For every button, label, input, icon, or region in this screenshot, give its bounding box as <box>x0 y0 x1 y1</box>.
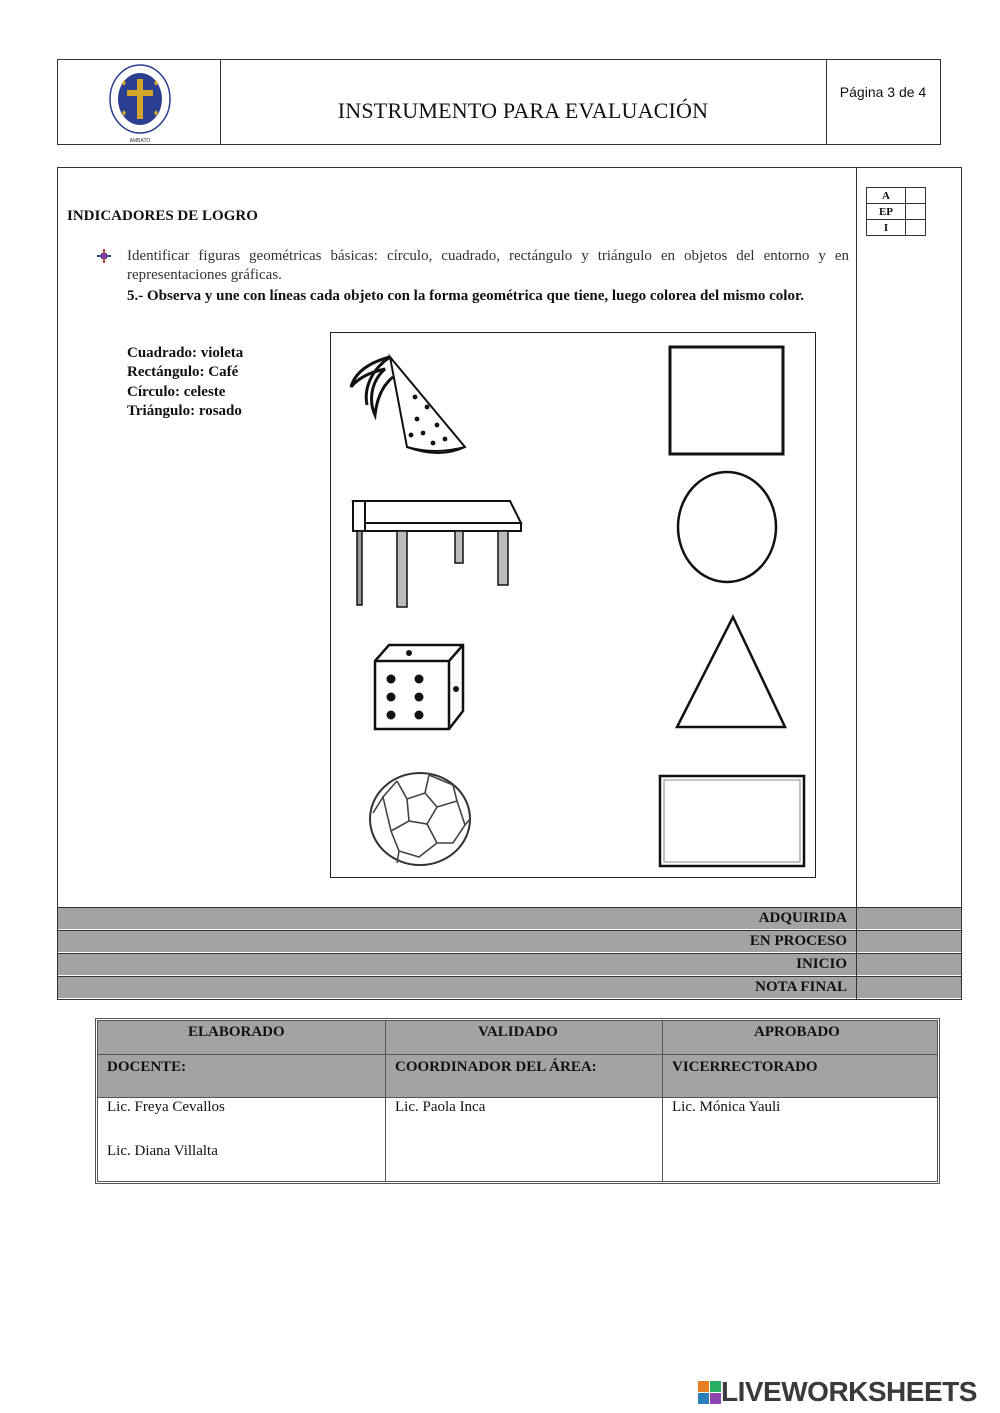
grade-label: NOTA FINAL <box>755 979 847 995</box>
grade-row-inicio <box>58 953 961 975</box>
rectangle-shape[interactable] <box>657 773 807 869</box>
scale-box-a[interactable] <box>906 188 926 204</box>
grade-row-nota-final <box>58 976 961 998</box>
school-logo <box>58 60 218 144</box>
task-instruction: 5.- Observa y une con líneas cada objeto con la forma geométrica que tiene, luego colorea del mismo color. <box>127 288 804 304</box>
name-monica-yauli: Lic. Mónica Yauli <box>672 1099 781 1115</box>
grade-label: EN PROCESO <box>749 933 847 949</box>
legend-rectangle: Rectángulo: Café <box>127 364 239 381</box>
row-divider <box>98 1097 937 1098</box>
indicator-text: Identificar figuras geométricas básicas: círculo, cuadrado, rectángulo y triángulo en objetos del entorno y en representaciones gráficas. <box>127 248 849 283</box>
name-paola-inca: Lic. Paola Inca <box>395 1099 486 1115</box>
bullet-icon <box>96 248 112 264</box>
role-coordinador: COORDINADOR DEL ÁREA: <box>395 1059 597 1075</box>
grade-label: ADQUIRIDA <box>758 910 847 926</box>
legend-circle: Círculo: celeste <box>127 383 226 400</box>
document-title: INSTRUMENTO PARA EVALUACIÓN <box>337 98 709 123</box>
scale-label-ep: EP <box>867 204 906 220</box>
matching-exercise-image[interactable] <box>330 332 816 878</box>
page-number: Página 3 de 4 <box>839 84 927 100</box>
grade-divider <box>856 931 857 953</box>
header-validado: VALIDADO <box>478 1024 558 1040</box>
indicators-title: INDICADORES DE LOGRO <box>67 208 258 224</box>
column-divider <box>662 1021 663 1181</box>
name-diana-villalta: Lic. Diana Villalta <box>107 1143 218 1159</box>
column-divider <box>385 1021 386 1181</box>
signature-table <box>95 1018 940 1184</box>
header-elaborado: ELABORADO <box>188 1024 285 1040</box>
row-divider <box>98 1054 937 1055</box>
page-number-cell <box>826 60 940 144</box>
scale-box-ep[interactable] <box>906 204 926 220</box>
liveworksheets-watermark[interactable] <box>697 1376 995 1410</box>
grade-row-en-proceso <box>58 930 961 952</box>
grade-divider <box>856 908 857 930</box>
triangle-shape[interactable] <box>673 613 789 733</box>
achievement-scale-table <box>866 187 926 236</box>
square-shape[interactable] <box>665 343 791 459</box>
title-cell <box>220 60 827 144</box>
evaluation-frame <box>57 167 962 1000</box>
grade-divider <box>856 954 857 976</box>
column-divider <box>856 168 857 999</box>
legend-triangle: Triángulo: rosado <box>127 402 242 419</box>
header-aprobado: APROBADO <box>754 1024 840 1040</box>
scale-label-a: A <box>867 188 906 204</box>
name-freya-cevallos: Lic. Freya Cevallos <box>107 1099 225 1115</box>
role-docente: DOCENTE: <box>107 1059 187 1075</box>
grade-row-adquirida <box>58 907 961 929</box>
color-legend <box>127 344 243 421</box>
school-logo-cell <box>58 60 221 144</box>
role-vicerrectorado: VICERRECTORADO <box>672 1059 818 1075</box>
circle-shape[interactable] <box>675 469 779 585</box>
grade-divider <box>856 977 857 999</box>
dice-icon[interactable] <box>371 641 471 735</box>
table-icon[interactable] <box>345 495 525 613</box>
grade-label: INICIO <box>796 956 847 972</box>
document-header <box>57 59 941 145</box>
svg-text:AMBATO: AMBATO <box>129 138 151 144</box>
watermark-text: LIVEWORKSHEETS <box>721 1376 977 1407</box>
scale-box-i[interactable] <box>906 220 926 236</box>
soccer-ball-icon[interactable] <box>367 769 473 869</box>
legend-square: Cuadrado: violeta <box>127 345 244 361</box>
scale-label-i: I <box>867 220 906 236</box>
party-hat-icon[interactable] <box>345 347 475 457</box>
